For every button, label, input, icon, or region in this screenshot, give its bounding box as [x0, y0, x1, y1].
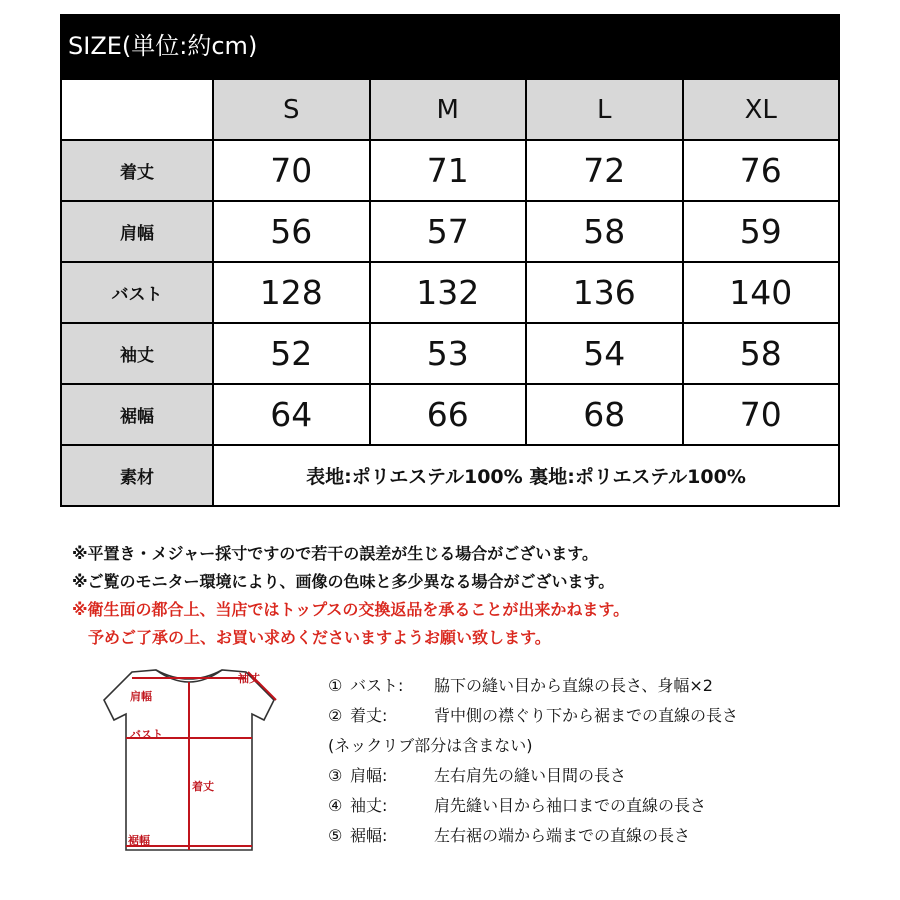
diagram-label-hem: 裾幅: [128, 834, 150, 847]
row-label: 着丈: [61, 140, 213, 201]
definition-marker: ④: [328, 796, 343, 815]
diagram-label-length: 着丈: [192, 780, 214, 793]
definition-marker: ③: [328, 766, 343, 785]
definition-text: 背中側の襟ぐり下から裾までの直線の長さ: [434, 706, 739, 725]
row-label: 袖丈: [61, 323, 213, 384]
size-chart-table: [60, 78, 840, 507]
definition-term: バスト:: [350, 676, 404, 695]
definition-term: 肩幅:: [350, 766, 388, 785]
table-header-row: [61, 79, 839, 140]
definition-note: [328, 731, 888, 761]
table-cell: 70: [683, 384, 840, 445]
row-label: 裾幅: [61, 384, 213, 445]
table-cell: 66: [370, 384, 527, 445]
table-cell: 136: [526, 262, 683, 323]
note-monitor: ※ご覧のモニター環境により、画像の色味と多少異なる場合がございます。: [72, 572, 615, 591]
table-cell: 132: [370, 262, 527, 323]
definition-item: [328, 791, 888, 821]
diagram-label-bust: バスト: [130, 728, 163, 741]
table-cell: 64: [213, 384, 370, 445]
definition-item: [328, 701, 888, 731]
note-acknowledgement: 予めご了承の上、お買い求めくださいますようお願い致します。: [88, 628, 551, 647]
table-corner-cell: [61, 79, 213, 140]
definition-term: 着丈:: [350, 706, 388, 725]
note-no-returns: ※衛生面の都合上、当店ではトップスの交換返品を承ることが出来かねます。: [72, 600, 630, 619]
row-label: 肩幅: [61, 201, 213, 262]
table-row: [61, 201, 839, 262]
table-cell: 54: [526, 323, 683, 384]
tshirt-outline-graphic: [74, 660, 304, 860]
note-measurement: ※平置き・メジャー採寸ですので若干の誤差が生じる場合がございます。: [72, 544, 598, 563]
definition-item: [328, 761, 888, 791]
size-header-xl: XL: [683, 79, 840, 140]
row-label: バスト: [61, 262, 213, 323]
size-header-m: M: [370, 79, 527, 140]
table-cell: 52: [213, 323, 370, 384]
table-cell: 59: [683, 201, 840, 262]
table-row: [61, 140, 839, 201]
material-value: 表地:ポリエステル100% 裏地:ポリエステル100%: [213, 445, 839, 506]
tshirt-diagram: [74, 660, 304, 860]
definition-text: 脇下の縫い目から直線の長さ、身幅×2: [434, 676, 713, 695]
table-cell: 70: [213, 140, 370, 201]
size-header-s: S: [213, 79, 370, 140]
table-cell: 72: [526, 140, 683, 201]
table-cell: 76: [683, 140, 840, 201]
table-cell: 58: [683, 323, 840, 384]
table-cell: 128: [213, 262, 370, 323]
diagram-label-shoulder: 肩幅: [130, 690, 152, 703]
table-cell: 53: [370, 323, 527, 384]
definition-term: 裾幅:: [350, 826, 388, 845]
size-table-title: SIZE(単位:約cm): [60, 14, 840, 78]
definition-marker: ⑤: [328, 826, 343, 845]
definition-text: 左右肩先の縫い目間の長さ: [434, 766, 627, 785]
size-header-l: L: [526, 79, 683, 140]
table-row: [61, 384, 839, 445]
table-cell: 57: [370, 201, 527, 262]
definition-item: [328, 671, 888, 701]
table-cell: 71: [370, 140, 527, 201]
measurement-definitions: [328, 671, 888, 851]
definition-text: (ネックリブ部分は含まない): [328, 736, 533, 755]
definition-term: 袖丈:: [350, 796, 388, 815]
table-cell: 140: [683, 262, 840, 323]
table-cell: 56: [213, 201, 370, 262]
material-label: 素材: [61, 445, 213, 506]
notes-section: [72, 540, 872, 652]
table-cell: 68: [526, 384, 683, 445]
table-row: [61, 262, 839, 323]
diagram-label-sleeve: 袖丈: [238, 672, 260, 685]
material-row: [61, 445, 839, 506]
definition-marker: ①: [328, 676, 343, 695]
table-cell: 58: [526, 201, 683, 262]
definition-text: 左右裾の端から端までの直線の長さ: [434, 826, 691, 845]
definition-text: 肩先縫い目から袖口までの直線の長さ: [434, 796, 707, 815]
definition-marker: ②: [328, 706, 343, 725]
table-row: [61, 323, 839, 384]
definition-item: [328, 821, 888, 851]
